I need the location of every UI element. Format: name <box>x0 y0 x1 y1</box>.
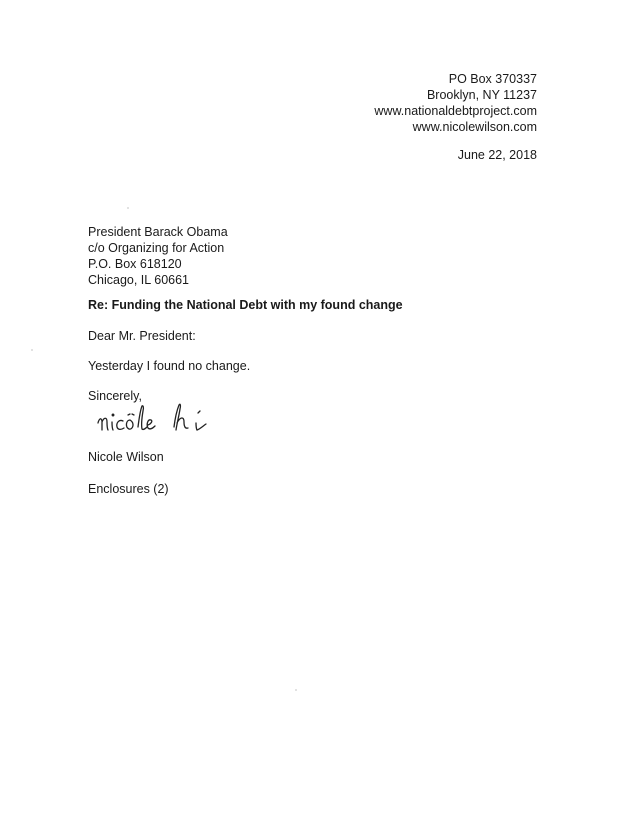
sender-website-personal: www.nicolewilson.com <box>412 120 537 134</box>
letter-date: June 22, 2018 <box>457 148 537 162</box>
sender-website-project: www.nationaldebtproject.com <box>374 104 537 118</box>
recipient-po-box: P.O. Box 618120 <box>88 257 182 271</box>
closing: Sincerely, <box>88 389 142 403</box>
recipient-address-block <box>88 224 388 288</box>
scan-speck <box>127 207 129 209</box>
salutation: Dear Mr. President: <box>88 329 196 343</box>
letter-body: Yesterday I found no change. <box>88 359 251 373</box>
handwritten-signature <box>92 397 252 439</box>
recipient-city-state-zip: Chicago, IL 60661 <box>88 273 190 287</box>
scan-speck <box>295 689 297 691</box>
subject-line: Re: Funding the National Debt with my found change <box>88 298 403 312</box>
recipient-name: President Barack Obama <box>88 225 228 239</box>
scan-speck <box>31 349 33 351</box>
sender-city-state-zip: Brooklyn, NY 11237 <box>426 88 537 102</box>
sender-address-block <box>277 71 537 135</box>
enclosures-note: Enclosures (2) <box>88 482 169 496</box>
signer-name: Nicole Wilson <box>88 450 164 464</box>
sender-po-box: PO Box 370337 <box>448 72 537 86</box>
recipient-care-of: c/o Organizing for Action <box>88 241 225 255</box>
